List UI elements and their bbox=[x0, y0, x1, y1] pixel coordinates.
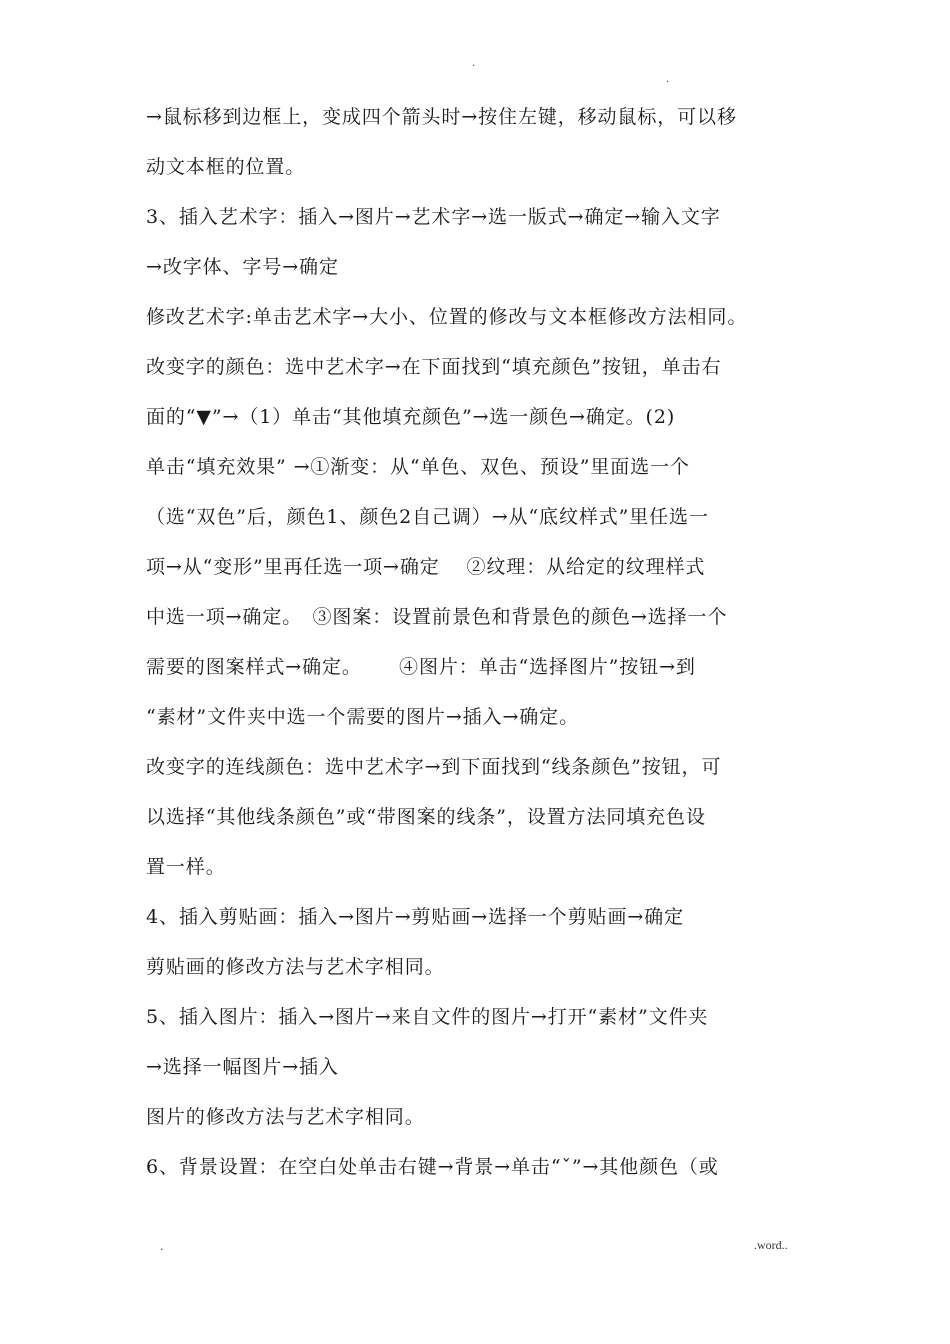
text-line-17: 4、插入剪贴画：插入→图片→剪贴画→选择一个剪贴画→确定 bbox=[146, 906, 684, 928]
text-line-15: 以选择“其他线条颜色”或“带图案的线条”，设置方法同填充色设 bbox=[146, 806, 706, 828]
text-line-12: 需要的图案样式→确定。 ④图片：单击“选择图片”按钮→到 bbox=[146, 656, 696, 678]
text-line-4: →改字体、字号→确定 bbox=[146, 256, 339, 278]
text-line-16: 置一样。 bbox=[146, 856, 226, 878]
text-line-2: 动文本框的位置。 bbox=[146, 156, 306, 178]
text-line-6: 改变字的颜色：选中艺术字→在下面找到“填充颜色”按钮，单击右 bbox=[146, 356, 722, 378]
text-line-3: 3、插入艺术字：插入→图片→艺术字→选一版式→确定→输入文字 bbox=[146, 206, 721, 228]
text-line-7: 面的“▼”→（1）单击“其他填充颜色”→选一颜色→确定。(2) bbox=[146, 406, 676, 428]
footer-word: .word.. bbox=[754, 1238, 788, 1252]
text-line-8: 单击“填充效果” →①渐变：从“单色、双色、预设”里面选一个 bbox=[146, 456, 690, 478]
text-line-14: 改变字的连线颜色：选中艺术字→到下面找到“线条颜色”按钮，可 bbox=[146, 756, 722, 778]
text-line-9: （选“双色”后，颜色1、颜色2自己调）→从“底纹样式”里任选一 bbox=[146, 506, 709, 528]
header-dot-right: . bbox=[666, 74, 670, 85]
text-line-5: 修改艺术字:单击艺术字→大小、位置的修改与文本框修改方法相同。 bbox=[146, 306, 748, 328]
text-line-20: →选择一幅图片→插入 bbox=[146, 1056, 339, 1078]
footer-dot: . bbox=[160, 1240, 164, 1253]
text-line-13: “素材”文件夹中选一个需要的图片→插入→确定。 bbox=[146, 706, 579, 728]
text-line-22: 6、背景设置：在空白处单击右键→背景→单击“ˇ”→其他颜色（或 bbox=[146, 1156, 719, 1178]
text-line-1: →鼠标移到边框上，变成四个箭头时→按住左键，移动鼠标，可以移 bbox=[146, 106, 737, 128]
text-line-18: 剪贴画的修改方法与艺术字相同。 bbox=[146, 956, 445, 978]
text-line-19: 5、插入图片：插入→图片→来自文件的图片→打开“素材”文件夹 bbox=[146, 1006, 709, 1028]
body-text bbox=[146, 92, 820, 1192]
header-dot-left: . bbox=[472, 58, 476, 69]
text-line-11: 中选一项→确定。 ③图案：设置前景色和背景色的颜色→选择一个 bbox=[146, 606, 728, 628]
text-line-10: 项→从“变形”里再任选一项→确定 ②纹理：从给定的纹理样式 bbox=[146, 556, 706, 578]
text-line-21: 图片的修改方法与艺术字相同。 bbox=[146, 1106, 425, 1128]
